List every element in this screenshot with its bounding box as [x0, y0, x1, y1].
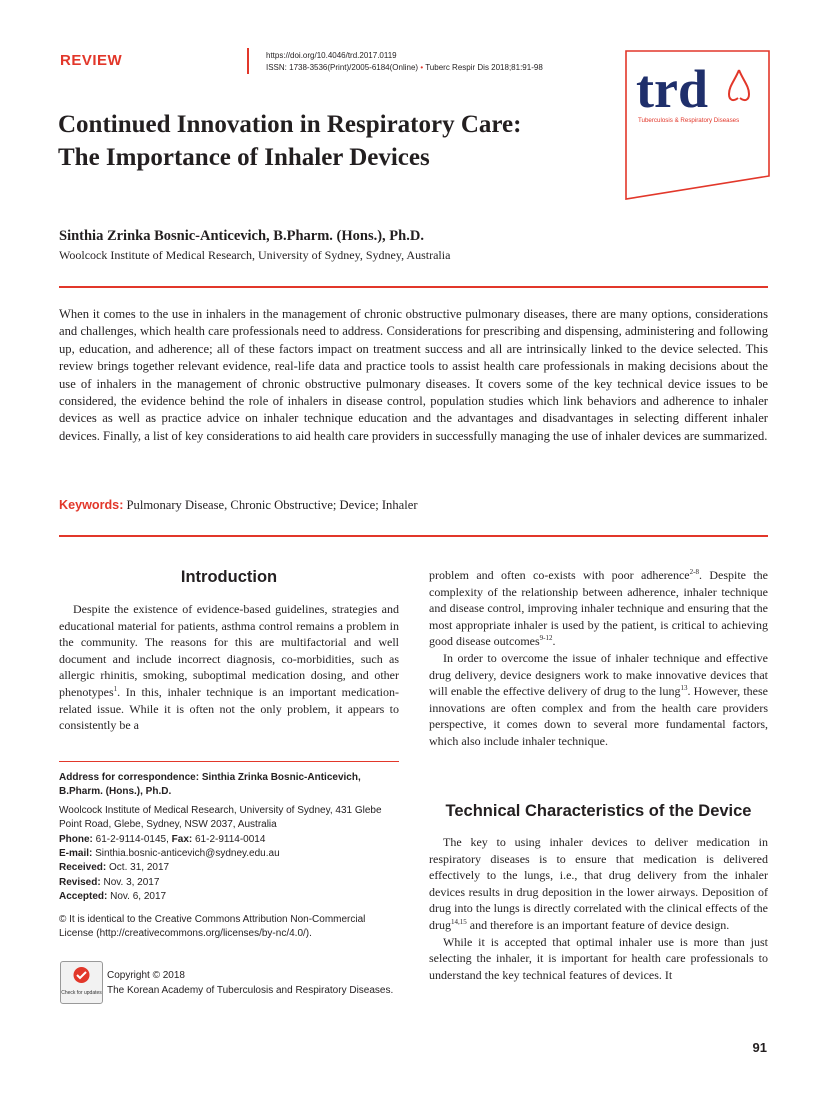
- received-date: Received: Oct. 31, 2017: [59, 862, 170, 874]
- correspondence-block: [59, 771, 399, 905]
- right-column-top: [429, 567, 768, 750]
- check-for-updates-badge[interactable]: [60, 961, 103, 1004]
- paragraph: In order to overcome the issue of inhaler technique and effective drug delivery, device designers work to make innovative devices that will enable the effective delivery of drug to the lung$^{13}$. However, these innovations are often complex and from the health care providers perspective, it comes down to several more fundamental factors, which also include inhaler technique.: [429, 650, 769, 748]
- email: E-mail: Sinthia.bosnic-anticevich@sydney.edu.au: [59, 848, 280, 860]
- author-affiliation: Woolcock Institute of Medical Research, University of Sydney, Sydney, Australia: [59, 248, 451, 262]
- correspondence-label: Address for correspondence: Sinthia Zrinka Bosnic-Anticevich, B.Pharm. (Hons.), Ph.D.: [59, 772, 361, 798]
- license-note: [59, 913, 399, 942]
- header-divider: [247, 48, 249, 74]
- phone-fax: Phone: 61-2-9114-0145, Fax: 61-2-9114-0014: [59, 833, 266, 845]
- journal-citation: Tuberc Respir Dis 2018;81:91-98: [425, 63, 543, 72]
- paragraph: The key to using inhaler devices to deliver medication in respiratory diseases is to ensure that medication is delivered effectively to the lungs, i.e., that drug delivery from the inhaler devices results in drug deposition in the lower airways. Deposition of drug into the lungs is directly correlated with the clinical effects of the drug$^{14,15}$ and therefore is an important feature of device design.: [429, 835, 768, 932]
- issn: ISSN: 1738-3536(Print)/2005-6184(Online): [266, 63, 419, 72]
- section-heading-technical: Technical Characteristics of the Device: [445, 802, 752, 820]
- divider: [59, 535, 768, 537]
- keywords-label: Keywords:: [59, 498, 124, 512]
- journal-logo-subtitle: Tuberculosis & Respiratory Diseases: [638, 117, 740, 124]
- paragraph: problem and often co-exists with poor adherence$^{2-8}$. Despite the complexity of the relationship between adherence, inhaler technique and disease control, improving inhaler technique and ensuring that the most appropriate inhaler is used by the patient, is critical to achieving good disease outcomes$^{9-12}$.: [429, 568, 768, 649]
- accepted-date: Accepted: Nov. 6, 2017: [59, 891, 167, 903]
- citation-ref[interactable]: 1: [113, 684, 118, 693]
- abstract: When it comes to the use in inhalers in the management of chronic obstructive pulmonary diseases, there are many options, considerations and challenges, which health care professionals need to address. Considerations for prescribing and dispensing, administering and following up, education, and adherence; all of these factors impact on treatment success and all are intrinsically linked to the device selected. This review brings together relevant evidence, real-life data and practice tools to assist health care professionals in making decisions about the use of inhalers in the management of chronic obstructive pulmonary diseases. It covers some of the key technical device issues to be considered, the evidence behind the role of inhalers in disease control, population studies which link behaviors and adherence to inhaler devices as well as practice advice on inhaler technique education and the advantages and disadvantages in selecting different inhaler devices. Finally, a list of key considerations to aid health care providers in successfully managing the use of inhaler devices are summarized.: [59, 307, 768, 443]
- divider: [59, 761, 399, 762]
- issn-citation: [266, 62, 543, 74]
- citation-ref[interactable]: 9-12: [539, 634, 553, 643]
- right-column-bottom: [429, 834, 768, 983]
- article-title: [58, 108, 618, 174]
- correspondence-address: Woolcock Institute of Medical Research, University of Sydney, 431 Glebe Point Road, Glebe, Sydney, NSW 2037, Australia: [59, 804, 382, 831]
- journal-logo-text: trd: [636, 59, 708, 119]
- license-text: It is identical to the Creative Commons Attribution Non-Commercial License (http://creativecommons.org/licenses/by-nc/4.0/).: [59, 914, 366, 940]
- copyright-line-1: Copyright © 2018: [107, 970, 185, 981]
- doi-link[interactable]: https://doi.org/10.4046/trd.2017.0119: [266, 51, 397, 60]
- email-link[interactable]: Sinthia.bosnic-anticevich@sydney.edu.au: [95, 848, 280, 860]
- keywords-text: Pulmonary Disease, Chronic Obstructive; Device; Inhaler: [126, 498, 418, 512]
- revised-date: Revised: Nov. 3, 2017: [59, 876, 160, 888]
- paragraph: Despite the existence of evidence-based guidelines, strategies and educational material for patients, asthma control remains a problem in the community. The reasons for this are multifactorial and well document and include incorrect diagnosis, co-morbidities, such as allergic rhinitis, smoking, suboptimal medication dosing, and other phenotypes$^1$. In this, inhaler technique is an important medication-related issue. While it is often not the only problem, it appears to consistently be a: [59, 602, 399, 733]
- introduction-body: [59, 601, 399, 734]
- divider: [59, 286, 768, 288]
- copyright-line-2: The Korean Academy of Tuberculosis and Respiratory Diseases.: [107, 985, 394, 996]
- page-number: 91: [752, 1040, 767, 1055]
- citation-ref[interactable]: 2-8: [689, 568, 699, 576]
- keywords: [59, 498, 418, 513]
- title-line-2: The Importance of Inhaler Devices: [58, 144, 430, 171]
- section-heading-introduction: Introduction: [180, 568, 278, 586]
- badge-text: Check for updates: [61, 990, 102, 996]
- citation-ref[interactable]: 14,15: [451, 917, 467, 926]
- section-label: REVIEW: [60, 52, 123, 69]
- journal-logo: [625, 50, 770, 200]
- citation-ref[interactable]: 13: [680, 684, 688, 693]
- title-line-1: Continued Innovation in Respiratory Care:: [58, 111, 522, 138]
- copyright: [107, 968, 393, 998]
- cc-icon: ©: [59, 914, 67, 925]
- article-meta: [266, 50, 543, 74]
- paragraph: While it is accepted that optimal inhaler use is more than just selecting the inhaler, it is important for health care professionals to understand the key technical features of devices. It: [429, 934, 768, 982]
- author-name: Sinthia Zrinka Bosnic-Anticevich, B.Pharm. (Hons.), Ph.D.: [59, 228, 424, 244]
- citation-separator: •: [420, 63, 424, 72]
